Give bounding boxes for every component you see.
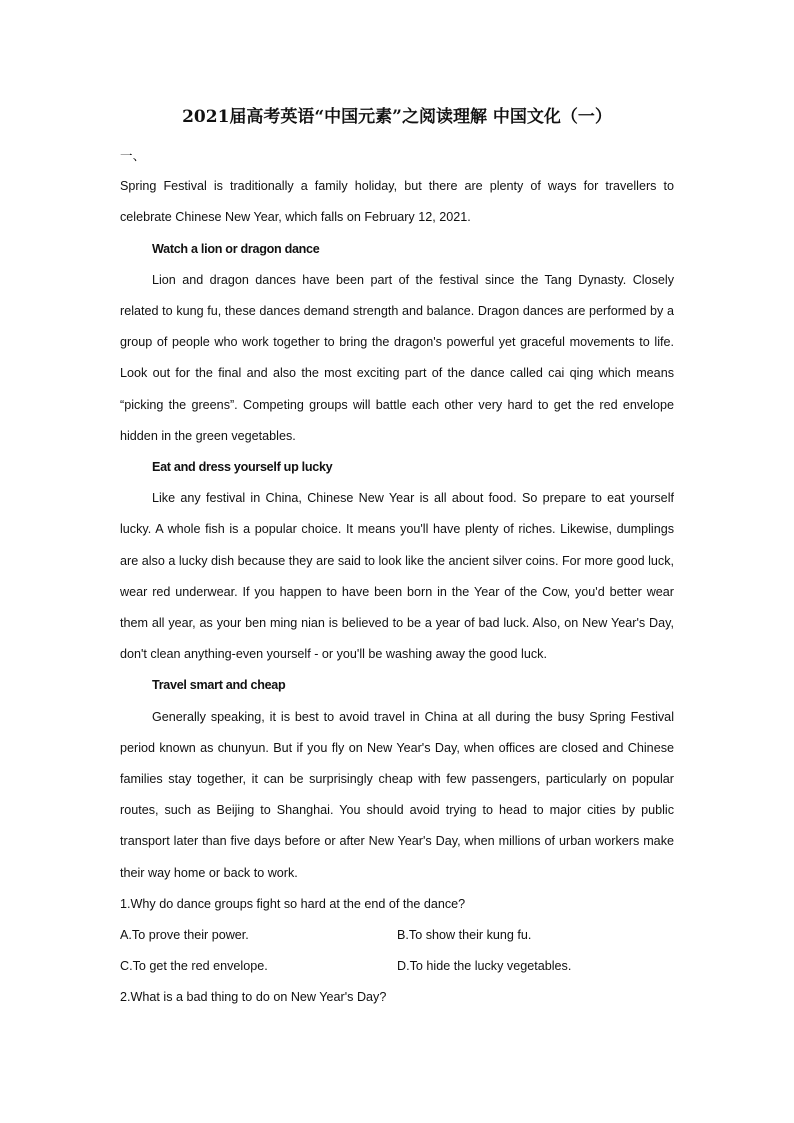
section-paragraph-dance: Lion and dragon dances have been part of the festival since the Tang Dynasty. Closely related to kung fu, these dances demand strength and balance. Dragon dances are performed by a group of people who work together to bring the dragon's powerful yet graceful movements to life. Look out for the final and also the most exciting part of the dance called cai qing which means “picking the greens”. Competing groups will battle each other very hard to get the red envelope hidden in the green vegetables. [120,272,674,443]
question-1-options-row-1 [120,920,674,951]
section-heading-dance: Watch a lion or dragon dance [152,241,320,256]
question-1-option-c: C.To get the red envelope. [120,959,268,974]
document-body [120,140,674,1014]
question-1-options-row-2 [120,951,674,982]
intro-paragraph: Spring Festival is traditionally a family holiday, but there are plenty of ways for travellers to celebrate Chinese New Year, which falls on February 12, 2021. [120,179,674,225]
question-1-stem: 1.Why do dance groups fight so hard at the end of the dance? [120,896,466,911]
section-paragraph-food: Like any festival in China, Chinese New Year is all about food. So prepare to eat yourself lucky. A whole fish is a popular choice. It means you'll have plenty of riches. Likewise, dumplings are also a lucky dish because they are said to look like the ancient silver coins. For more good luck, wear red underwear. If you happen to have been born in the Year of the Cow, you'd better wear them all year, as your ben ming nian is believed to be a year of bad luck. Also, on New Year's Day, don't clean anything-even yourself - or you'll be washing away the good luck. [120,491,674,662]
section-marker: 一、 [120,148,146,163]
section-heading-travel: Travel smart and cheap [152,678,286,693]
section-heading-food: Eat and dress yourself up lucky [152,460,333,475]
section-paragraph-travel: Generally speaking, it is best to avoid travel in China at all during the busy Spring Festival period known as chunyun. But if you fly on New Year's Day, when offices are closed and Chinese families stay together, it can be surprisingly cheap with few passengers, particularly on popular routes, such as Beijing to Shanghai. You should avoid trying to head to major cities by public transport later than five days before or after New Year's Day, when millions of urban workers make their way home or back to work. [120,709,674,880]
question-1-option-d: D.To hide the lucky vegetables. [397,959,572,974]
question-2-stem: 2.What is a bad thing to do on New Year's Day? [120,990,387,1005]
question-1-option-a: A.To prove their power. [120,928,249,943]
document-title: 2021届高考英语“中国元素”之阅读理解 中国文化（一） [182,107,612,127]
question-1-option-b: B.To show their kung fu. [397,928,532,943]
